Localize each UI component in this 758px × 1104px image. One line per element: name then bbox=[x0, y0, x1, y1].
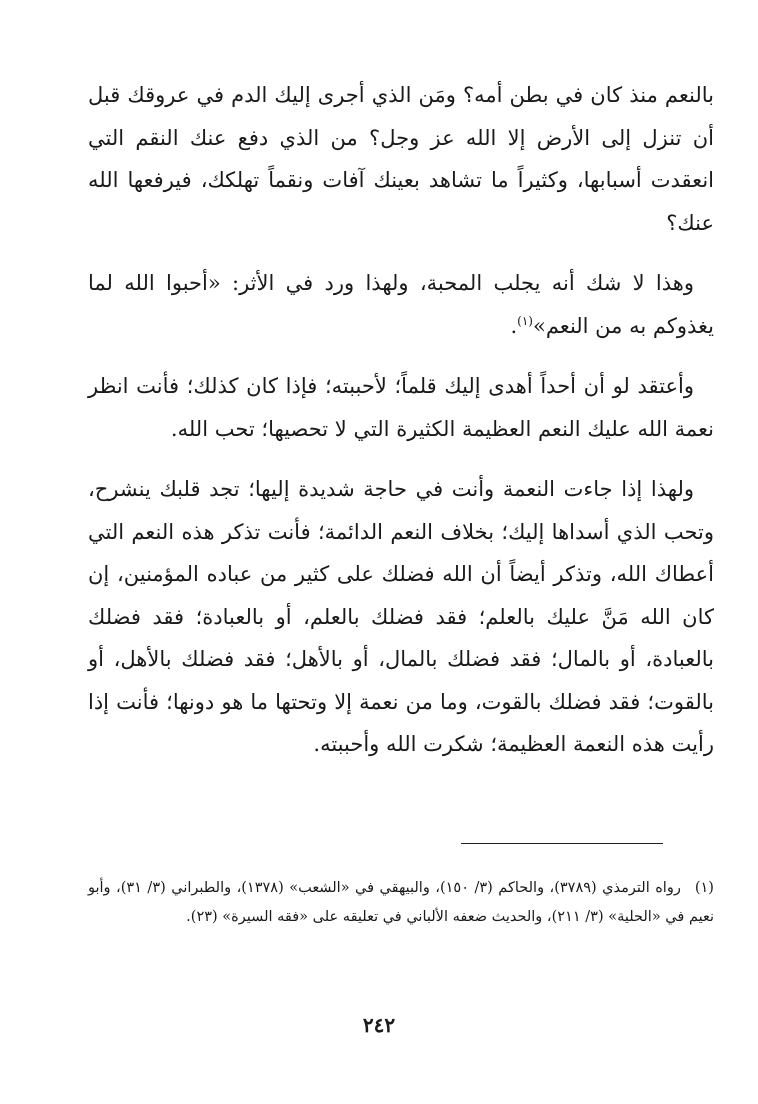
paragraph-2-text: وهذا لا شك أنه يجلب المحبة، ولهذا ورد في الأثر: «أحبوا الله لما يغذوكم به من النعم» bbox=[88, 271, 714, 338]
main-text bbox=[88, 74, 714, 784]
paragraph-3: وأعتقد لو أن أحداً أهدى إليك قلماً؛ لأحببته؛ فإذا كان كذلك؛ فأنت انظر نعمة الله عليك النعم العظيمة الكثيرة التي لا تحصيها؛ تحب الله. bbox=[88, 374, 714, 441]
footnote-reference[interactable]: (١) bbox=[517, 313, 533, 328]
paragraph-2-end: . bbox=[510, 313, 518, 338]
paragraph-2 bbox=[88, 262, 714, 347]
paragraph-4: ولهذا إذا جاءت النعمة وأنت في حاجة شديدة إليها؛ تجد قلبك ينشرح، وتحب الذي أسداها إليك؛ بخلاف النعم الدائمة؛ فأنت تذكر هذه النعم التي أعطاك الله، وتذكر أيضاً أن الله فضلك على كثير من عباده المؤمنين، إن كان الله مَنَّ عليك بالعلم؛ فقد فضلك بالعلم، أو بالعبادة؛ فقد فضلك بالعبادة، أو بالمال؛ فقد فضلك بالمال، أو بالأهل؛ فقد فضلك بالأهل، أو بالقوت؛ فقد فضلك بالقوت، وما من نعمة إلا وتحتها ما هو دونها؛ فأنت إذا رأيت هذه النعمة العظيمة؛ شكرت الله وأحببته. bbox=[88, 477, 714, 756]
footnote bbox=[88, 874, 714, 932]
paragraph-1: بالنعم منذ كان في بطن أمه؟ ومَن الذي أجرى إليك الدم في عروقك قبل أن تنزل إلى الأرض إلا الله عز وجل؟ من الذي دفع عنك النقم التي انعقدت أسبابها، وكثيراً ما تشاهد بعينك آفات ونقماً تهلكك، فيرفعها الله عنك؟ bbox=[88, 83, 714, 235]
page-number: ٢٤٢ bbox=[362, 1013, 396, 1037]
footnote-divider bbox=[461, 843, 663, 844]
footnote-text: رواه الترمذي (٣٧٨٩)، والحاكم (٣/ ١٥٠)، والبيهقي في «الشعب» (١٣٧٨)، والطبراني (٣/ ٣١)، وأبو نعيم في «الحلية» (٣/ ٢١١)، والحديث ضعفه الألباني في تعليقه على «فقه السيرة» (٢٣). bbox=[88, 880, 714, 925]
footnote-number: (١) bbox=[694, 880, 714, 896]
